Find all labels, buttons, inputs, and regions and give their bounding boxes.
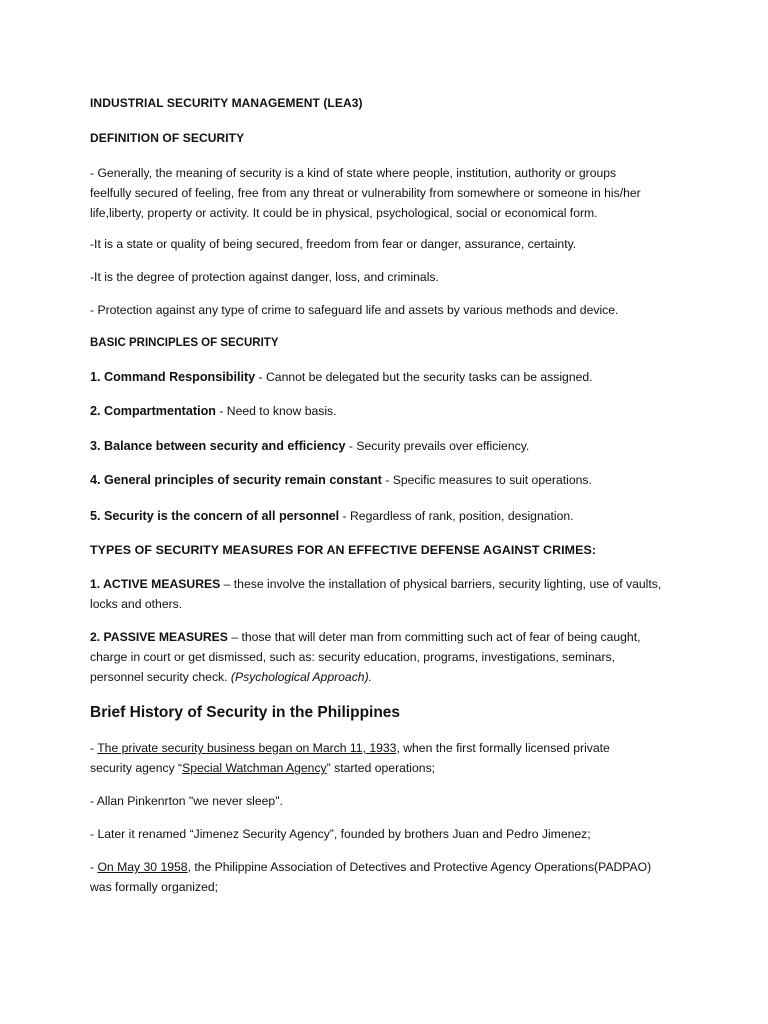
history-p1-line2-post: ” started operations; bbox=[326, 761, 436, 775]
principle-title: 2. Compartmentation bbox=[90, 404, 216, 418]
definition-paragraph-2: -It is a state or quality of being secured, freedom from fear or danger, assurance, certainty. bbox=[90, 237, 577, 251]
principle-title: 4. General principles of security remain constant bbox=[90, 473, 382, 487]
active-measures-line-2: locks and others. bbox=[90, 597, 183, 611]
definition-paragraph-1 bbox=[90, 163, 641, 223]
principle-item-4 bbox=[90, 470, 592, 490]
principle-item-3 bbox=[90, 436, 529, 456]
principle-title: 5. Security is the concern of all personnel bbox=[90, 509, 340, 523]
history-p1-line2-pre: security agency “ bbox=[90, 761, 183, 775]
principle-title: 3. Balance between security and efficiency bbox=[90, 439, 346, 453]
principle-desc: - Security prevails over efficiency. bbox=[345, 439, 530, 453]
passive-measures-title: 2. PASSIVE MEASURES bbox=[90, 630, 228, 644]
psychological-approach-note: (Psychological Approach). bbox=[230, 670, 373, 684]
history-paragraph-2: - Allan Pinkenrton "we never sleep". bbox=[90, 794, 283, 808]
history-p1-rest: , when the first formally licensed private bbox=[396, 741, 610, 755]
history-p4-prefix: - bbox=[90, 860, 98, 874]
active-measures-text: – these involve the installation of physical barriers, security lighting, use of vaults, bbox=[220, 577, 662, 591]
principle-desc: - Specific measures to suit operations. bbox=[381, 473, 592, 487]
history-heading: Brief History of Security in the Philippines bbox=[90, 704, 401, 721]
principle-desc: - Need to know basis. bbox=[215, 404, 337, 418]
definition-p1-line-2: feelfully secured of feeling, free from any threat or vulnerability from somewhere or someone in his/her bbox=[90, 186, 641, 200]
document-title: INDUSTRIAL SECURITY MANAGEMENT (LEA3) bbox=[90, 96, 363, 110]
history-p4-rest: , the Philippine Association of Detectives and Protective Agency Operations(PADPAO) bbox=[187, 860, 652, 874]
passive-measures-paragraph bbox=[90, 627, 641, 687]
active-measures-paragraph bbox=[90, 574, 661, 614]
principle-title: 1. Command Responsibility bbox=[90, 370, 256, 384]
passive-measures-line-3: personnel security check. bbox=[90, 670, 231, 684]
principle-item-1 bbox=[90, 367, 593, 387]
history-p1-underlined: The private security business began on March 11, 1933 bbox=[97, 741, 397, 755]
history-p1-prefix: - bbox=[90, 741, 98, 755]
definition-p1-line-1: - Generally, the meaning of security is a kind of state where people, institution, authority or groups bbox=[90, 166, 617, 180]
document-page bbox=[90, 0, 690, 1024]
history-paragraph-1 bbox=[90, 738, 610, 778]
principles-heading: BASIC PRINCIPLES OF SECURITY bbox=[90, 337, 279, 349]
passive-measures-line-2: charge in court or get dismissed, such as: security education, programs, investigations, seminars, bbox=[90, 650, 615, 664]
definition-heading: DEFINITION OF SECURITY bbox=[90, 131, 245, 145]
history-p4-line-2: was formally organized; bbox=[90, 880, 219, 894]
history-paragraph-4 bbox=[90, 857, 651, 897]
measures-heading: TYPES OF SECURITY MEASURES FOR AN EFFECTIVE DEFENSE AGAINST CRIMES: bbox=[90, 543, 597, 557]
definition-paragraph-4: - Protection against any type of crime to safeguard life and assets by various methods and device. bbox=[90, 303, 619, 317]
definition-p1-line-3: life,liberty, property or activity. It could be in physical, psychological, social or economical form. bbox=[90, 206, 598, 220]
principle-desc: - Cannot be delegated but the security tasks can be assigned. bbox=[255, 370, 593, 384]
special-watchman-agency: Special Watchman Agency bbox=[182, 761, 327, 775]
principle-item-2 bbox=[90, 401, 337, 421]
principle-item-5 bbox=[90, 506, 574, 526]
active-measures-title: 1. ACTIVE MEASURES bbox=[90, 577, 221, 591]
passive-measures-text: – those that will deter man from committing such act of fear of being caught, bbox=[227, 630, 641, 644]
history-paragraph-3: - Later it renamed “Jimenez Security Agency”, founded by brothers Juan and Pedro Jimenez; bbox=[90, 827, 591, 841]
definition-paragraph-3: -It is the degree of protection against danger, loss, and criminals. bbox=[90, 270, 439, 284]
history-p4-underlined: On May 30 1958 bbox=[97, 860, 188, 874]
principle-desc: - Regardless of rank, position, designation. bbox=[339, 509, 574, 523]
